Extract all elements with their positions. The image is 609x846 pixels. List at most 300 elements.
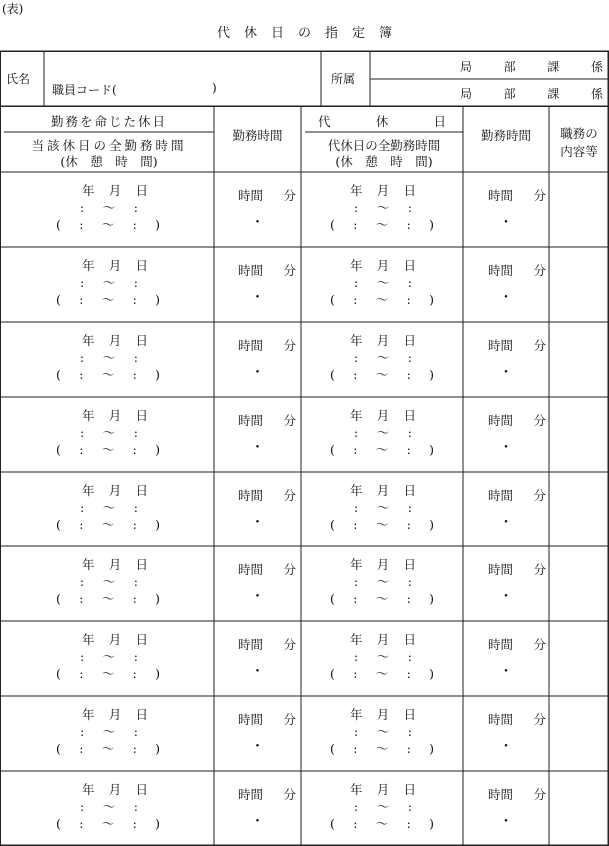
comp-break-line-part: : xyxy=(406,816,411,831)
work-hours-line-part: 時間 xyxy=(488,263,514,278)
work-hours-line-part: 分 xyxy=(533,488,546,503)
comp-time-line-part: : xyxy=(354,799,359,814)
staff-code-label: 職員コード( xyxy=(52,83,117,97)
duty-holiday-break-hours: (休 憩 時 間) xyxy=(60,154,158,169)
comp-time-line-part: : xyxy=(407,724,412,739)
duty-break-line-part: 〜 xyxy=(101,217,115,232)
duty-date-line-part: 月 xyxy=(108,483,122,498)
comp-time-line-part: : xyxy=(354,649,359,664)
work-hours-line-part: 時間 xyxy=(488,637,514,652)
work-hours-line-part: 時間 xyxy=(488,787,514,802)
duty-date-line-part: 日 xyxy=(135,782,148,797)
comp-break-line-part: ) xyxy=(429,591,434,606)
dot-mark: ・ xyxy=(499,215,513,231)
duty-date-line xyxy=(82,332,148,349)
comp-time-line-part: 〜 xyxy=(376,724,390,739)
comp-date-line-part: 年 xyxy=(350,483,363,498)
duty-date-line-part: 月 xyxy=(108,782,122,797)
dot-mark: ・ xyxy=(250,739,265,755)
comp-time-line-part: 〜 xyxy=(376,799,390,814)
comp-date-line-part: 日 xyxy=(403,557,416,572)
affiliation-row-1 xyxy=(460,58,603,75)
duty-date-line-part: 日 xyxy=(135,258,148,273)
duty-break-line-part: 〜 xyxy=(101,591,115,606)
comp-break-line xyxy=(330,366,434,383)
duty-break-line-part: : xyxy=(132,367,137,382)
work-hours-line-part: 分 xyxy=(283,712,296,727)
duty-break-line-part: ( xyxy=(56,666,61,681)
comp-date-line-part: 月 xyxy=(376,333,390,348)
comp-day-total-hours: 代休日の全勤務時間 xyxy=(327,138,441,153)
work-hours-line xyxy=(488,636,546,653)
comp-break-line-part: 〜 xyxy=(375,217,389,232)
comp-date-line-part: 年 xyxy=(350,782,363,797)
comp-time-line xyxy=(354,573,412,590)
duty-break-line-part: ) xyxy=(155,816,160,831)
duty-date-line-part: 月 xyxy=(108,632,122,647)
comp-break-line-part: : xyxy=(353,367,358,382)
duty-date-line-part: 日 xyxy=(135,183,148,198)
comp-break-line-part: 〜 xyxy=(375,816,389,831)
work-hours-line xyxy=(238,412,296,429)
comp-break-line-part: ( xyxy=(330,741,335,756)
work-hours-line-part: 分 xyxy=(533,712,546,727)
work-hours-line-part: 分 xyxy=(533,263,546,278)
document-title: 代休日の指定簿 xyxy=(216,26,406,41)
duty-break-line-part: ) xyxy=(155,591,160,606)
comp-time-line-part: : xyxy=(407,200,412,215)
duty-break-line-part: ) xyxy=(155,367,160,382)
duty-break-line-part: : xyxy=(132,217,137,232)
work-hours-line-part: 時間 xyxy=(238,413,264,428)
comp-time-line-part: : xyxy=(354,574,359,589)
duty-time-line xyxy=(80,199,138,216)
work-hours-line-part: 分 xyxy=(533,413,546,428)
work-hours-line-part: 分 xyxy=(533,562,546,577)
duty-time-line-part: : xyxy=(133,649,138,664)
duty-time-line-part: 〜 xyxy=(102,724,116,739)
comp-time-line xyxy=(354,199,412,216)
dot-mark: ・ xyxy=(250,215,265,231)
comp-break-line-part: ) xyxy=(429,442,434,457)
duty-break-line-part: : xyxy=(79,666,84,681)
duty-time-line-part: : xyxy=(80,649,85,664)
duty-break-line-part: : xyxy=(79,816,84,831)
comp-date-line xyxy=(350,407,416,424)
duty-time-line-part: : xyxy=(133,425,138,440)
duty-date-line-part: 月 xyxy=(108,557,122,572)
comp-time-line-part: 〜 xyxy=(376,200,390,215)
comp-time-line-part: 〜 xyxy=(376,500,390,515)
duty-break-line-part: : xyxy=(79,442,84,457)
work-hours-line xyxy=(488,412,546,429)
duty-time-line-part: : xyxy=(80,350,85,365)
duty-time-line-part: : xyxy=(133,200,138,215)
comp-time-line-part: : xyxy=(354,425,359,440)
comp-time-line xyxy=(354,424,412,441)
duty-date-line-part: 年 xyxy=(82,782,95,797)
comp-date-line-part: 年 xyxy=(350,408,363,423)
comp-time-line-part: 〜 xyxy=(376,350,390,365)
duty-time-line-part: : xyxy=(80,200,85,215)
duty-break-line xyxy=(56,516,160,533)
work-hours-line-part: 分 xyxy=(283,338,296,353)
work-hours-line-part: 分 xyxy=(283,413,296,428)
duty-holiday-header: 勤務を命じた休日 xyxy=(50,114,167,129)
work-hours-line-part: 時間 xyxy=(488,413,514,428)
duty-date-line-part: 日 xyxy=(135,632,148,647)
duty-holiday-total-hours: 当該休日の全勤務時間 xyxy=(31,138,187,153)
affiliation-label: 所属 xyxy=(331,72,356,86)
duty-time-line xyxy=(80,798,138,815)
bureau-label: 局 xyxy=(460,60,473,74)
duty-break-line xyxy=(56,665,160,682)
side-label: (表) xyxy=(2,2,24,16)
dot-mark: ・ xyxy=(499,440,513,456)
duty-time-line-part: 〜 xyxy=(102,500,116,515)
comp-break-line-part: ( xyxy=(330,442,335,457)
duty-break-line-part: ) xyxy=(155,442,160,457)
work-hours-line xyxy=(238,636,296,653)
work-hours-line xyxy=(238,487,296,504)
duty-time-line-part: : xyxy=(80,724,85,739)
work-hours-line xyxy=(488,262,546,279)
comp-break-line-part: ) xyxy=(429,517,434,532)
duty-break-line xyxy=(56,366,160,383)
comp-time-line-part: 〜 xyxy=(376,425,390,440)
comp-date-line-part: 日 xyxy=(403,483,416,498)
duty-date-line xyxy=(82,781,148,798)
comp-date-line-part: 年 xyxy=(350,707,363,722)
department-label: 部 xyxy=(503,87,516,101)
dot-mark: ・ xyxy=(250,589,265,605)
section-label: 課 xyxy=(547,60,560,74)
comp-time-line xyxy=(354,648,412,665)
duty-date-line xyxy=(82,706,148,723)
dot-mark: ・ xyxy=(250,365,265,381)
comp-time-line-part: : xyxy=(354,200,359,215)
comp-break-line-part: 〜 xyxy=(375,292,389,307)
duty-date-line-part: 日 xyxy=(135,483,148,498)
comp-time-line xyxy=(354,499,412,516)
comp-time-line-part: : xyxy=(407,574,412,589)
comp-date-line xyxy=(350,556,416,573)
affiliation-row-2 xyxy=(460,85,603,102)
duty-break-line-part: : xyxy=(132,741,137,756)
duty-time-line-part: 〜 xyxy=(102,275,116,290)
duty-break-line-part: : xyxy=(79,741,84,756)
comp-date-line-part: 月 xyxy=(376,632,390,647)
comp-time-line-part: : xyxy=(407,500,412,515)
duty-date-line-part: 月 xyxy=(108,258,122,273)
duty-break-line-part: : xyxy=(132,666,137,681)
comp-date-line-part: 月 xyxy=(376,258,390,273)
comp-time-line-part: : xyxy=(354,350,359,365)
duty-break-line-part: 〜 xyxy=(101,741,115,756)
work-hours-line-part: 時間 xyxy=(488,338,514,353)
dot-mark: ・ xyxy=(499,365,513,381)
comp-day-char: 休 xyxy=(375,114,389,129)
duty-date-line-part: 月 xyxy=(108,333,122,348)
comp-date-line xyxy=(350,257,416,274)
dot-mark: ・ xyxy=(499,814,513,830)
comp-date-line-part: 年 xyxy=(350,333,363,348)
dot-mark: ・ xyxy=(499,515,513,531)
duty-date-line xyxy=(82,407,148,424)
comp-break-line xyxy=(330,665,434,682)
work-hours-line-part: 時間 xyxy=(238,488,264,503)
duty-break-line-part: 〜 xyxy=(101,816,115,831)
duty-break-line-part: ) xyxy=(155,217,160,232)
work-hours-line-part: 分 xyxy=(283,263,296,278)
comp-date-line-part: 日 xyxy=(403,782,416,797)
comp-time-line-part: : xyxy=(407,275,412,290)
department-label: 部 xyxy=(503,60,516,74)
work-hours-line-part: 分 xyxy=(533,787,546,802)
comp-date-line xyxy=(350,631,416,648)
duty-time-line-part: : xyxy=(133,799,138,814)
comp-break-line-part: 〜 xyxy=(375,666,389,681)
duty-time-line-part: : xyxy=(133,350,138,365)
comp-break-line-part: : xyxy=(406,367,411,382)
duty-break-line-part: ( xyxy=(56,292,61,307)
work-hours-header-2: 勤務時間 xyxy=(480,128,531,143)
duty-break-line xyxy=(56,590,160,607)
work-hours-line-part: 分 xyxy=(283,562,296,577)
bureau-label: 局 xyxy=(460,87,473,101)
comp-date-line-part: 月 xyxy=(376,408,390,423)
duty-time-line-part: : xyxy=(133,500,138,515)
work-hours-line-part: 分 xyxy=(533,338,546,353)
duty-date-line-part: 月 xyxy=(108,408,122,423)
work-hours-line xyxy=(488,187,546,204)
duty-break-line-part: ( xyxy=(56,591,61,606)
comp-date-line-part: 月 xyxy=(376,782,390,797)
comp-break-line-part: ( xyxy=(330,666,335,681)
comp-time-line xyxy=(354,274,412,291)
comp-break-line-part: ) xyxy=(429,292,434,307)
comp-date-line-part: 日 xyxy=(403,333,416,348)
duty-time-line-part: : xyxy=(80,275,85,290)
comp-break-line-part: : xyxy=(406,741,411,756)
unit-label: 係 xyxy=(590,87,603,101)
duty-break-line-part: ( xyxy=(56,816,61,831)
work-hours-line-part: 時間 xyxy=(488,712,514,727)
duty-date-line xyxy=(82,257,148,274)
duty-date-line xyxy=(82,631,148,648)
comp-time-line-part: : xyxy=(354,275,359,290)
work-hours-line xyxy=(488,711,546,728)
duty-time-line-part: 〜 xyxy=(102,350,116,365)
duty-break-line-part: ) xyxy=(155,517,160,532)
duty-date-line-part: 年 xyxy=(82,258,95,273)
duty-time-line-part: : xyxy=(80,425,85,440)
section-label: 課 xyxy=(547,87,560,101)
comp-break-line-part: 〜 xyxy=(375,367,389,382)
work-hours-line xyxy=(238,262,296,279)
work-hours-line-part: 時間 xyxy=(488,562,514,577)
duty-time-line-part: : xyxy=(133,574,138,589)
comp-date-line-part: 日 xyxy=(403,183,416,198)
comp-time-line-part: : xyxy=(354,500,359,515)
comp-date-line-part: 年 xyxy=(350,557,363,572)
duty-break-line-part: ) xyxy=(155,666,160,681)
dot-mark: ・ xyxy=(499,739,513,755)
name-label: 氏名 xyxy=(6,72,31,86)
comp-break-line-part: ) xyxy=(429,217,434,232)
duty-time-line xyxy=(80,723,138,740)
comp-time-line-part: : xyxy=(407,649,412,664)
duty-date-line-part: 年 xyxy=(82,408,95,423)
comp-break-line-part: ) xyxy=(429,741,434,756)
duty-date-line-part: 年 xyxy=(82,483,95,498)
duty-date-line-part: 日 xyxy=(135,408,148,423)
staff-code-close: ) xyxy=(212,81,217,95)
duty-break-line-part: : xyxy=(132,816,137,831)
work-hours-line-part: 分 xyxy=(283,188,296,203)
work-hours-line-part: 分 xyxy=(283,787,296,802)
duty-break-line xyxy=(56,441,160,458)
work-hours-line xyxy=(488,786,546,803)
work-hours-line-part: 時間 xyxy=(238,263,264,278)
duty-time-line xyxy=(80,349,138,366)
work-hours-line-part: 時間 xyxy=(238,188,264,203)
comp-break-line xyxy=(330,815,434,832)
comp-day-char: 日 xyxy=(433,114,446,129)
duty-break-line-part: 〜 xyxy=(101,666,115,681)
comp-time-line-part: 〜 xyxy=(376,574,390,589)
duty-time-line-part: : xyxy=(80,500,85,515)
comp-date-line-part: 日 xyxy=(403,408,416,423)
comp-break-line-part: : xyxy=(353,442,358,457)
duty-date-line-part: 日 xyxy=(135,333,148,348)
duty-date-line xyxy=(82,182,148,199)
comp-break-line-part: 〜 xyxy=(375,517,389,532)
comp-day-break-hours: (休 憩 時 間) xyxy=(335,154,433,169)
comp-date-line xyxy=(350,781,416,798)
comp-break-line-part: : xyxy=(353,217,358,232)
comp-break-line-part: : xyxy=(406,591,411,606)
work-hours-line xyxy=(238,561,296,578)
comp-break-line-part: 〜 xyxy=(375,741,389,756)
duty-time-line-part: 〜 xyxy=(102,425,116,440)
comp-break-line-part: 〜 xyxy=(375,591,389,606)
comp-day-char: 代 xyxy=(318,114,331,129)
duty-date-line-part: 日 xyxy=(135,557,148,572)
comp-date-line xyxy=(350,482,416,499)
comp-date-line-part: 月 xyxy=(376,483,390,498)
duty-break-line-part: ( xyxy=(56,442,61,457)
comp-time-line-part: : xyxy=(407,425,412,440)
dot-mark: ・ xyxy=(250,664,265,680)
dot-mark: ・ xyxy=(499,664,513,680)
dot-mark: ・ xyxy=(250,440,265,456)
comp-date-line-part: 月 xyxy=(376,183,390,198)
work-hours-line xyxy=(238,187,296,204)
comp-break-line-part: : xyxy=(406,442,411,457)
comp-date-line xyxy=(350,332,416,349)
comp-time-line-part: 〜 xyxy=(376,275,390,290)
duty-time-line xyxy=(80,274,138,291)
duty-date-line-part: 年 xyxy=(82,183,95,198)
duty-time-line xyxy=(80,499,138,516)
comp-break-line xyxy=(330,216,434,233)
comp-date-line-part: 年 xyxy=(350,258,363,273)
duty-break-line-part: : xyxy=(79,292,84,307)
work-hours-line-part: 時間 xyxy=(488,488,514,503)
duty-break-line-part: ) xyxy=(155,292,160,307)
duty-time-line-part: 〜 xyxy=(102,649,116,664)
dot-mark: ・ xyxy=(499,290,513,306)
comp-break-line-part: : xyxy=(353,591,358,606)
work-hours-line xyxy=(238,711,296,728)
duty-date-line-part: 月 xyxy=(108,183,122,198)
duty-date-line-part: 月 xyxy=(108,707,122,722)
dot-mark: ・ xyxy=(250,290,265,306)
comp-time-line xyxy=(354,723,412,740)
comp-date-line-part: 日 xyxy=(403,707,416,722)
duty-break-line-part: : xyxy=(79,517,84,532)
duty-time-line xyxy=(80,573,138,590)
duty-date-line xyxy=(82,482,148,499)
comp-break-line xyxy=(330,441,434,458)
work-hours-header-1: 勤務時間 xyxy=(232,128,283,143)
duty-break-line-part: : xyxy=(132,442,137,457)
work-hours-line xyxy=(488,487,546,504)
comp-break-line-part: : xyxy=(406,517,411,532)
comp-time-line-part: : xyxy=(407,350,412,365)
duty-break-line xyxy=(56,740,160,757)
comp-time-line-part: 〜 xyxy=(376,649,390,664)
comp-date-line-part: 年 xyxy=(350,183,363,198)
duty-break-line-part: : xyxy=(132,591,137,606)
comp-date-line-part: 年 xyxy=(350,632,363,647)
duty-time-line-part: 〜 xyxy=(102,799,116,814)
comp-date-line-part: 日 xyxy=(403,632,416,647)
comp-time-line xyxy=(354,798,412,815)
comp-break-line-part: : xyxy=(353,292,358,307)
duty-time-line-part: 〜 xyxy=(102,574,116,589)
duty-time-line-part: : xyxy=(80,574,85,589)
comp-date-line-part: 日 xyxy=(403,258,416,273)
comp-break-line xyxy=(330,740,434,757)
work-hours-line xyxy=(238,786,296,803)
duty-date-line-part: 年 xyxy=(82,557,95,572)
duty-break-line xyxy=(56,291,160,308)
work-hours-line-part: 時間 xyxy=(238,787,264,802)
comp-time-line-part: : xyxy=(407,799,412,814)
duty-break-line-part: : xyxy=(79,217,84,232)
duty-break-line-part: 〜 xyxy=(101,442,115,457)
comp-date-line-part: 月 xyxy=(376,557,390,572)
duty-date-line-part: 年 xyxy=(82,632,95,647)
comp-break-line-part: : xyxy=(353,666,358,681)
work-hours-line-part: 時間 xyxy=(238,338,264,353)
comp-break-line-part: ( xyxy=(330,292,335,307)
comp-break-line-part: : xyxy=(406,666,411,681)
duty-time-line xyxy=(80,648,138,665)
comp-break-line xyxy=(330,291,434,308)
work-hours-line xyxy=(488,561,546,578)
duty-time-line-part: : xyxy=(133,724,138,739)
duty-time-line xyxy=(80,424,138,441)
duty-break-line-part: : xyxy=(132,292,137,307)
duty-break-line-part: : xyxy=(79,591,84,606)
duty-time-line-part: : xyxy=(133,275,138,290)
comp-break-line-part: ( xyxy=(330,217,335,232)
dot-mark: ・ xyxy=(499,589,513,605)
comp-date-line xyxy=(350,182,416,199)
